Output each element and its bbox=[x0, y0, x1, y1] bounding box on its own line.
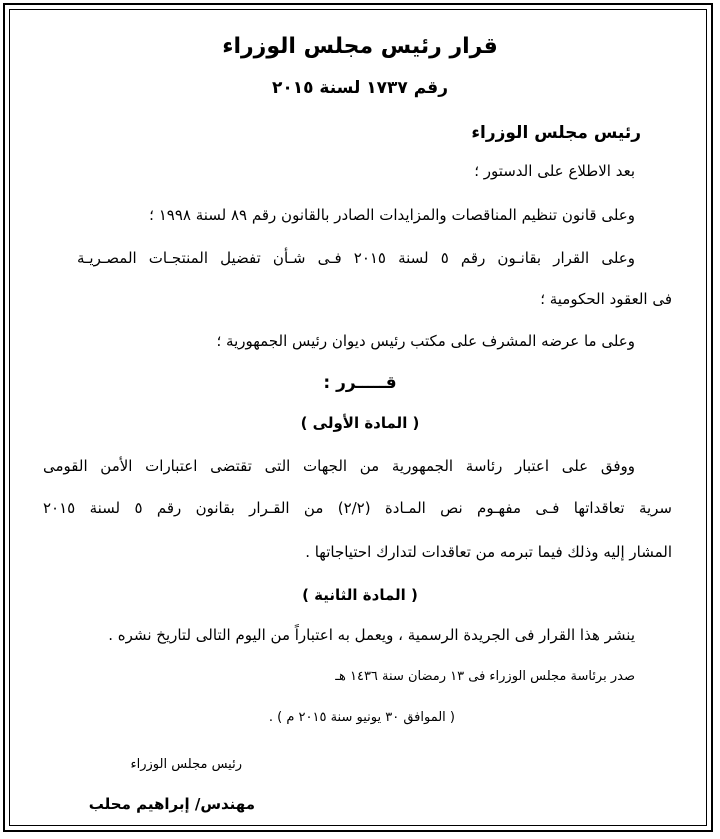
issued-date-line: صدر برئاسة مجلس الوزراء فى ١٣ رمضان سنة ١٤٣٦ هـ bbox=[335, 669, 635, 684]
preamble-line-4: فى العقود الحكومية ؛ bbox=[540, 290, 672, 308]
signature-name: مهندس/ إبراهيم محلب bbox=[88, 795, 255, 813]
preamble-line-2: وعلى قانون تنظيم المناقصات والمزايدات الصادر بالقانون رقم ٨٩ لسنة ١٩٩٨ ؛ bbox=[149, 206, 635, 224]
decided-heading: قـــــرر : bbox=[323, 373, 397, 393]
corresponding-date-line: ( الموافق ٣٠ يونيو سنة ٢٠١٥ م ) . bbox=[268, 710, 455, 725]
article2-heading: ( المادة الثانية ) bbox=[302, 586, 418, 604]
decree-title: قرار رئيس مجلس الوزراء bbox=[222, 34, 498, 59]
decree-number: رقم ١٧٣٧ لسنة ٢٠١٥ bbox=[272, 78, 448, 98]
article2-text: ينشر هذا القرار فى الجريدة الرسمية ، ويعمل به اعتباراً من اليوم التالى لتاريخ نشره . bbox=[108, 626, 635, 644]
preamble-line-3: وعلى القرار بقانـون رقم ٥ لسنة ٢٠١٥ فـى شـأن تفضيل المنتجـات المصـريـة bbox=[77, 249, 635, 267]
article1-heading: ( المادة الأولى ) bbox=[300, 414, 420, 432]
signature-title: رئيس مجلس الوزراء bbox=[130, 757, 242, 772]
article1-line-3: المشار إليه وذلك فيما تبرمه من تعاقدات لتدارك احتياجاتها . bbox=[305, 543, 672, 561]
article1-line-2: سرية تعاقداتها فـى مفهـوم نص المـادة (٢/٢) من القـرار بقانون رقم ٥ لسنة ٢٠١٥ bbox=[43, 499, 673, 517]
article1-line-1: ووفق على اعتبار رئاسة الجمهورية من الجهات التى تقتضى اعتبارات الأمن القومى bbox=[43, 457, 635, 475]
preamble-line-5: وعلى ما عرضه المشرف على مكتب رئيس ديوان رئيس الجمهورية ؛ bbox=[216, 332, 635, 350]
preamble-line-1: بعد الاطلاع على الدستور ؛ bbox=[474, 162, 635, 180]
issuer-heading: رئيس مجلس الوزراء bbox=[471, 123, 641, 143]
